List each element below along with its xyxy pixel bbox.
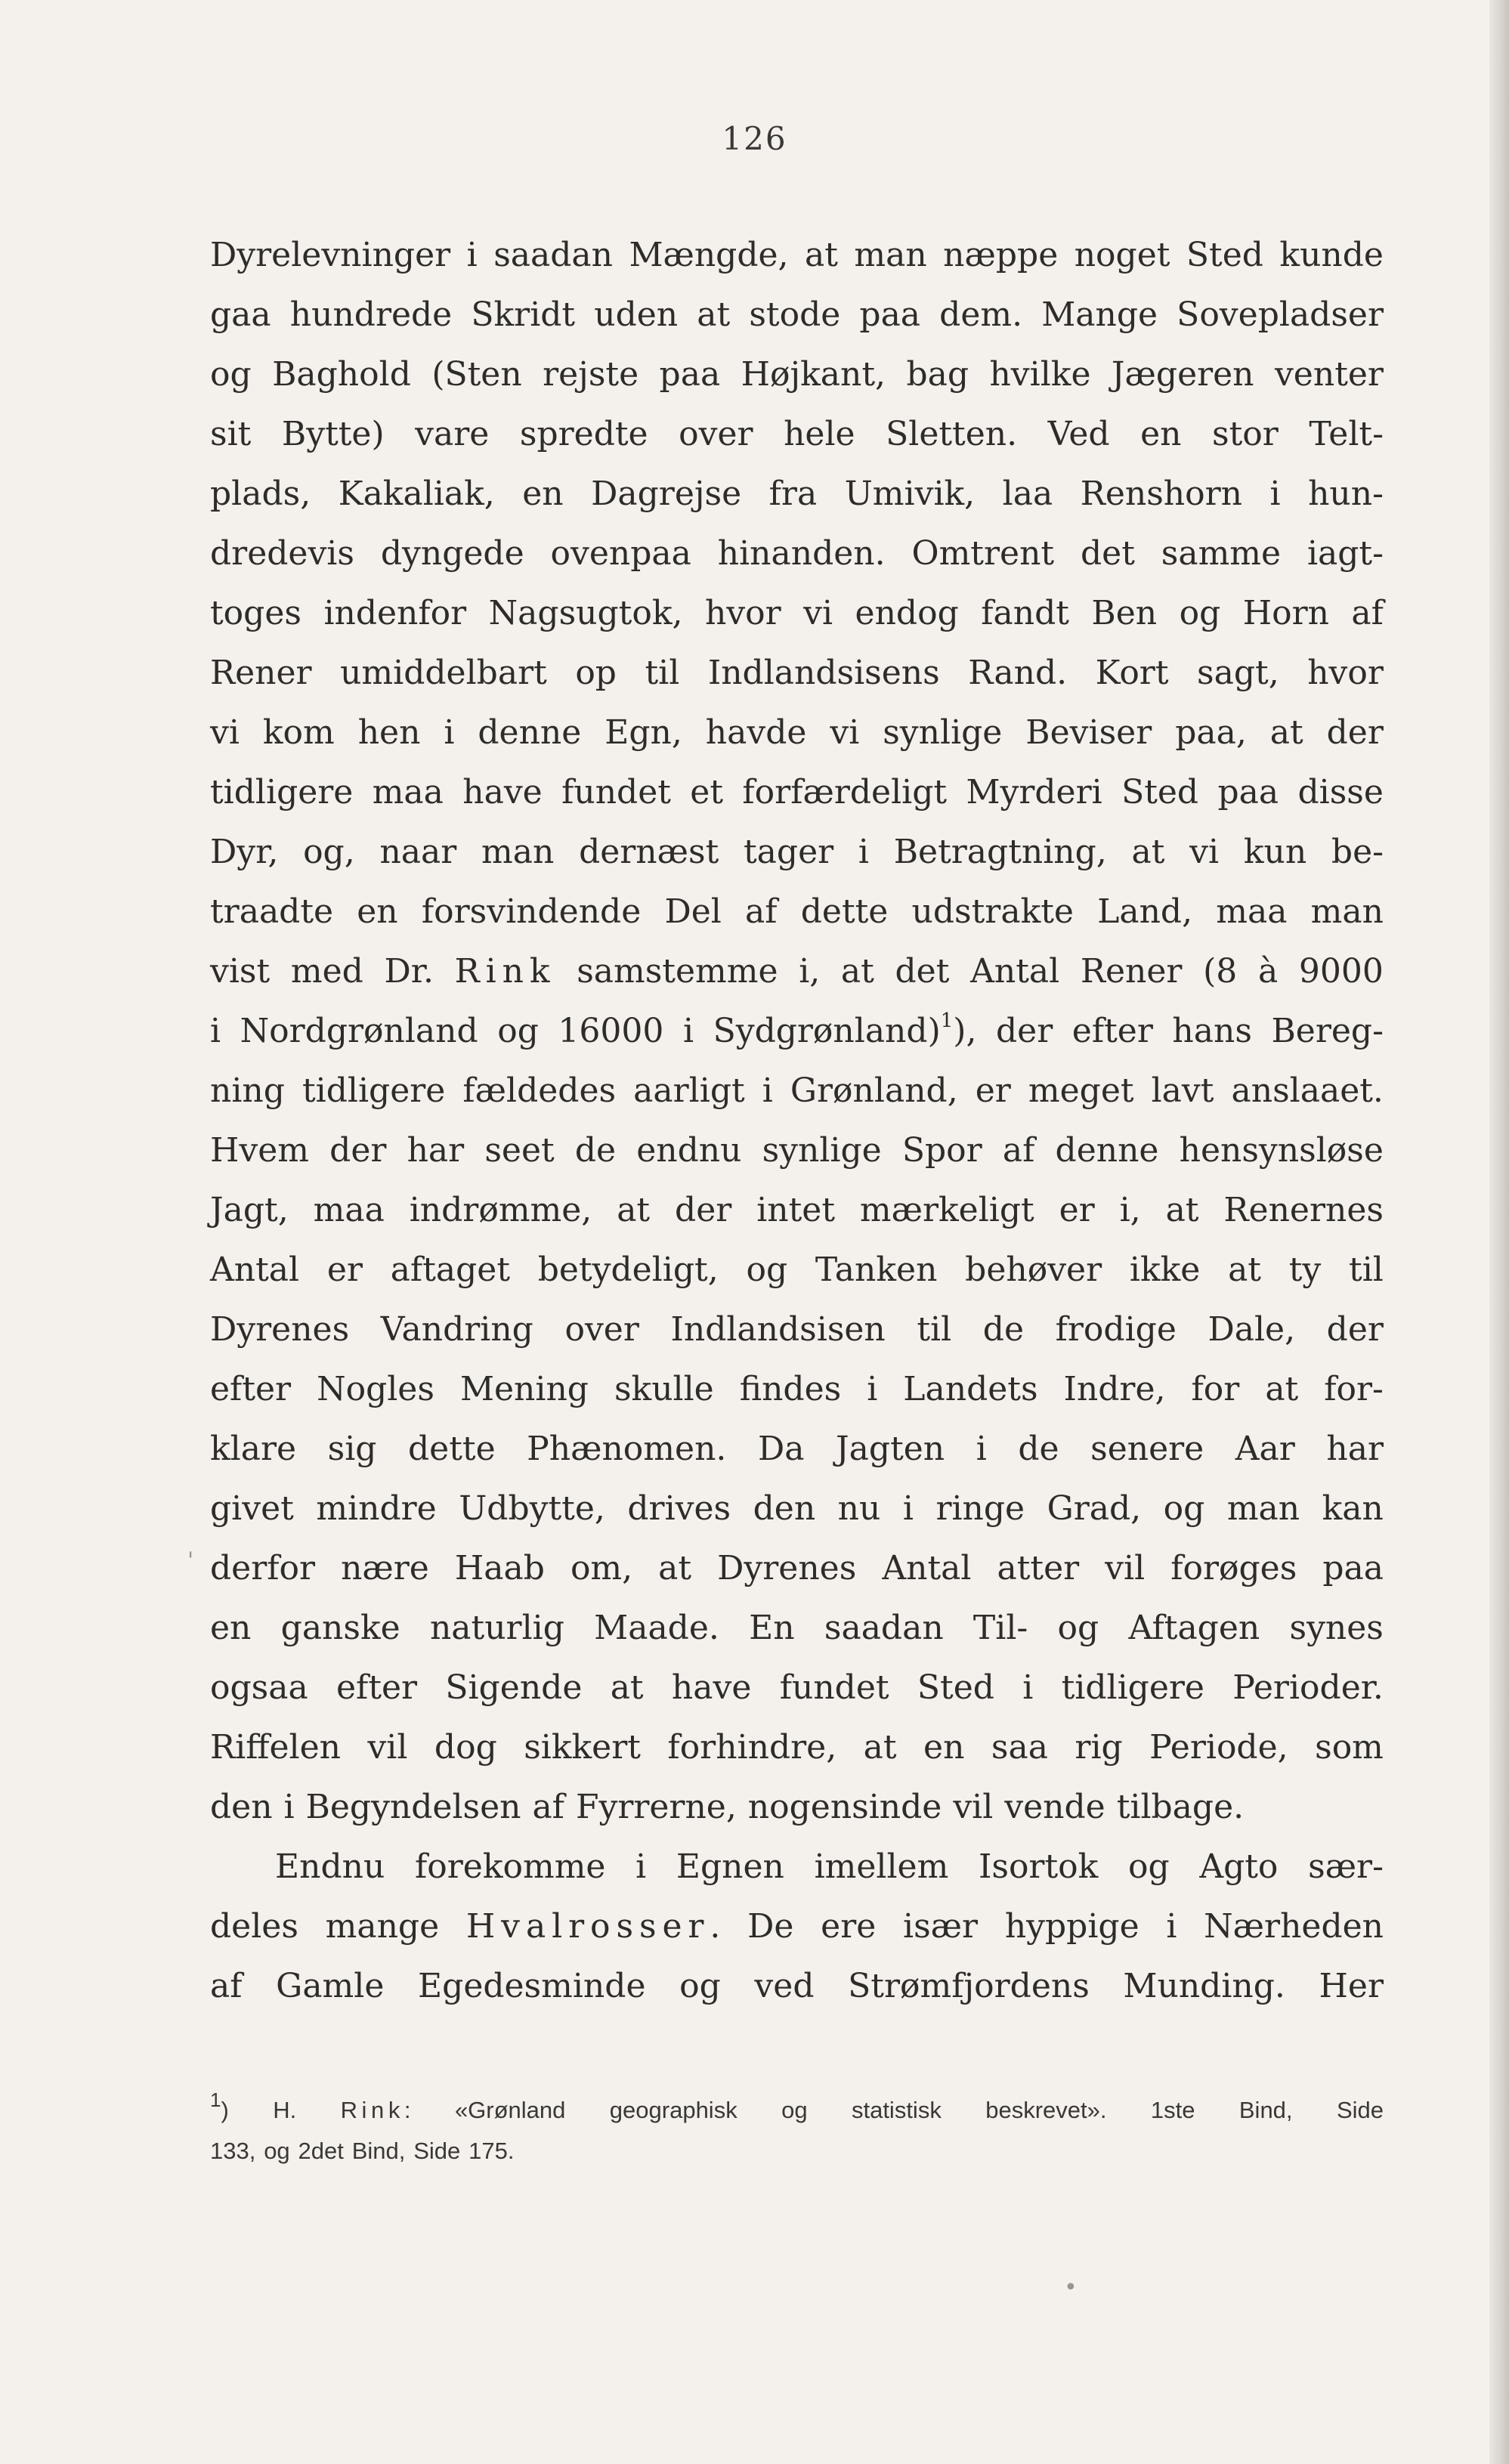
text-line: Dyr, og, naar man dernæst tager i Betragtning, at vi kun be-	[210, 833, 1384, 871]
text-line: Rener umiddelbart op til Indlandsisens Rand. Kort sagt, hvor	[210, 654, 1384, 692]
page-number: 126	[722, 120, 787, 157]
text-line: deles mange Hvalrosser. De ere især hyppige i Nærheden	[210, 1907, 1384, 1946]
text-line: vist med Dr. Rink samstemme i, at det Antal Rener (8 à 9000	[210, 952, 1384, 991]
text-line: plads, Kakaliak, en Dagrejse fra Umivik, laa Renshorn i hun-	[210, 475, 1384, 513]
footnote-line: 133, og 2det Bind, Side 175.	[210, 2138, 515, 2164]
text-line: traadte en forsvindende Del af dette udstrakte Land, maa man	[210, 892, 1384, 931]
text-line: toges indenfor Nagsugtok, hvor vi endog fandt Ben og Horn af	[210, 594, 1384, 632]
text-line: Endnu forekomme i Egnen imellem Isortok og Agto sær-	[275, 1847, 1384, 1886]
text-line: dredevis dyngede ovenpaa hinanden. Omtrent det samme iagt-	[210, 534, 1384, 573]
text-line: Jagt, maa indrømme, at der intet mærkeligt er i, at Renernes	[210, 1191, 1384, 1229]
text-line: derfor nære Haab om, at Dyrenes Antal atter vil forøges paa	[210, 1549, 1384, 1588]
text-line: vi kom hen i denne Egn, havde vi synlige Beviser paa, at der	[210, 713, 1384, 752]
text-line: efter Nogles Mening skulle findes i Landets Indre, for at for-	[210, 1370, 1384, 1408]
margin-mark: '	[187, 1547, 194, 1574]
text-line: Hvem der har seet de endnu synlige Spor af denne hensynsløse	[210, 1131, 1384, 1170]
text-line: Dyrenes Vandring over Indlandsisen til de frodige Dale, der	[210, 1310, 1384, 1349]
margin-mark: •	[1064, 2274, 1078, 2301]
page-edge-shadow	[1489, 0, 1509, 2464]
text-line: gaa hundrede Skridt uden at stode paa dem. Mange Sovepladser	[210, 295, 1384, 334]
text-line: Antal er aftaget betydeligt, og Tanken behøver ikke at ty til	[210, 1251, 1384, 1289]
text-line: i Nordgrønland og 16000 i Sydgrønland)$^1$), der efter hans Bereg-	[210, 1009, 1384, 1050]
text-line: en ganske naturlig Maade. En saadan Til- og Aftagen synes	[210, 1609, 1384, 1647]
text-line: den i Begyndelsen af Fyrrerne, nogensinde vil vende tilbage.	[210, 1788, 1245, 1826]
text-line: af Gamle Egedesminde og ved Strømfjordens Munding. Her	[210, 1967, 1384, 2005]
footnote-line: $^1$) H. Rink: «Grønland geographisk og statistisk beskrevet». 1ste Bind, Side	[210, 2088, 1384, 2123]
text-line: klare sig dette Phænomen. Da Jagten i de senere Aar har	[210, 1430, 1384, 1468]
footnotes	[210, 2090, 1384, 2172]
text-line: Dyrelevninger i saadan Mængde, at man næppe noget Sted kunde	[210, 236, 1384, 274]
text-line: Riffelen vil dog sikkert forhindre, at en saa rig Periode, som	[210, 1728, 1384, 1767]
text-line: givet mindre Udbytte, drives den nu i ringe Grad, og man kan	[210, 1489, 1384, 1528]
text-line: tidligere maa have fundet et forfærdeligt Myrderi Sted paa disse	[210, 773, 1384, 812]
text-line: og Baghold (Sten rejste paa Højkant, bag hvilke Jægeren venter	[210, 355, 1384, 394]
text-line: ning tidligere fældedes aarligt i Grønland, er meget lavt anslaaet.	[210, 1071, 1384, 1110]
text-line: sit Bytte) vare spredte over hele Sletten. Ved en stor Telt-	[210, 415, 1384, 453]
body-text	[210, 225, 1384, 2016]
text-line: ogsaa efter Sigende at have fundet Sted i tidligere Perioder.	[210, 1668, 1384, 1707]
